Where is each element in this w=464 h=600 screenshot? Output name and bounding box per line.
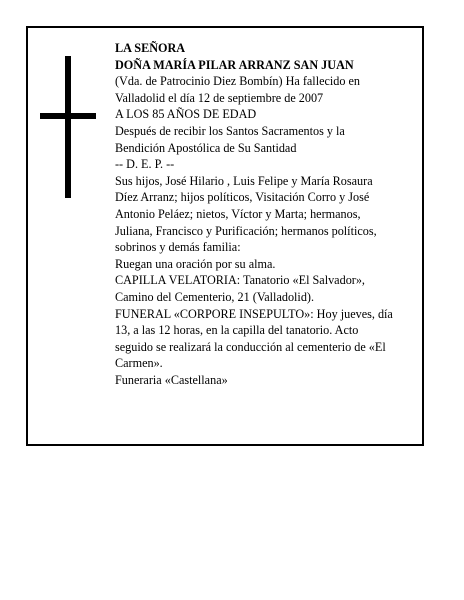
deceased-name: DOÑA MARÍA PILAR ARRANZ SAN JUAN [115,57,354,72]
obituary-line: Valladolid el día 12 de septiembre de 2007 [115,90,324,105]
family-line: Antonio Peláez; nietos, Víctor y Marta; hermanos, [115,206,361,221]
cross-vertical-bar [65,56,71,198]
age-line: A LOS 85 AÑOS DE EDAD [115,107,257,122]
funeral-line: seguido se realizará la conducción al cementerio de «El [115,339,386,354]
deceased-title: LA SEÑORA [115,41,186,55]
obituary-line: Después de recibir los Santos Sacramentos y la [115,123,345,138]
funeral-line: Carmen». [115,356,163,371]
obituary-line: Bendición Apostólica de Su Santidad [115,140,297,155]
family-line: sobrinos y demás familia: [115,240,241,255]
obituary-line: (Vda. de Patrocinio Diez Bombín) Ha fallecido en [115,74,361,89]
family-line: Sus hijos, José Hilario , Luis Felipe y María Rosaura [115,173,373,188]
funeral-line: 13, a las 12 horas, en la capilla del tanatorio. Acto [115,323,359,338]
chapel-line: CAPILLA VELATORIA: Tanatorio «El Salvador», [115,273,365,288]
obituary-notice [26,26,424,446]
obituary-text [115,40,427,388]
cross-horizontal-bar [40,113,96,119]
chapel-line: Camino del Cementerio, 21 (Valladolid). [115,289,315,304]
rip-line: -- D. E. P. -- [115,157,175,172]
family-line: Juliana, Francisco y Purificación; hermanos políticos, [115,223,377,238]
prayer-line: Ruegan una oración por su alma. [115,256,276,271]
funeral-home-line: Funeraria «Castellana» [115,372,228,387]
family-line: Díez Arranz; hijos políticos, Visitación Corro y José [115,190,370,205]
latin-cross-icon [40,56,96,198]
funeral-line: FUNERAL «CORPORE INSEPULTO»: Hoy jueves, día [115,306,393,321]
